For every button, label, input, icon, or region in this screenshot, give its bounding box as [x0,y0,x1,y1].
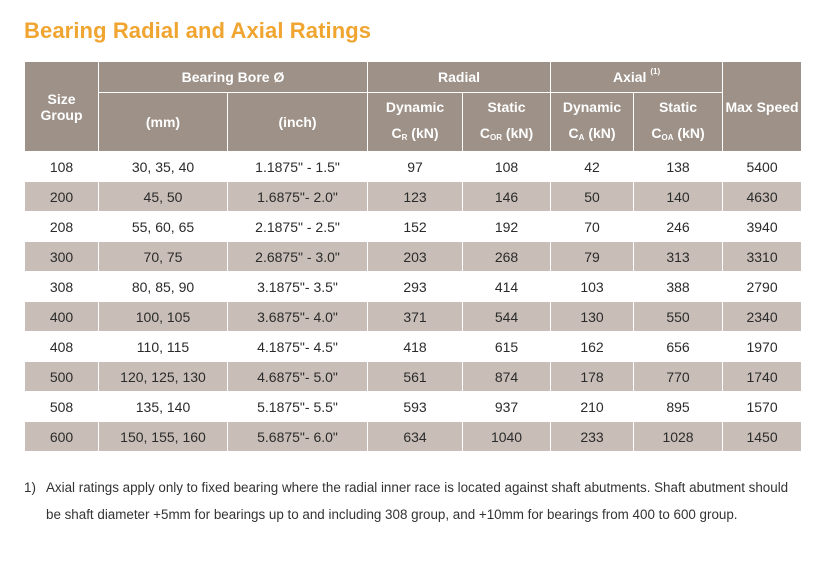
footnote-ref: (1) [650,67,661,76]
header-bearing-bore: Bearing Bore Ø [99,62,368,93]
header-max-speed: Max Speed [723,62,802,152]
cell-axial-static: 656 [634,332,723,362]
cell-bore-inch: 1.1875" - 1.5" [228,152,368,182]
cell-bore-mm: 55, 60, 65 [99,212,228,242]
cell-bore-inch: 2.1875" - 2.5" [228,212,368,242]
cell-radial-static: 615 [463,332,551,362]
cell-radial-dynamic: 203 [368,242,463,272]
cell-axial-dynamic: 50 [551,182,634,212]
cell-radial-dynamic: 371 [368,302,463,332]
table-row [25,182,802,212]
table-row [25,392,802,422]
footnote-text: Axial ratings apply only to fixed bearing where the radial inner race is located against shaft abutments. Shaft abutment should be shaft diameter +5mm for bearings up to and including 308 group, and +10mm for bearings from 400 to 600 group. [46,480,789,522]
table-row [25,272,802,302]
cell-axial-dynamic: 178 [551,362,634,392]
cell-max-speed: 4630 [723,182,802,212]
cell-radial-static: 874 [463,362,551,392]
table-row [25,152,802,182]
cell-axial-static: 1028 [634,422,723,452]
cell-radial-dynamic: 418 [368,332,463,362]
cell-radial-dynamic: 97 [368,152,463,182]
header-axial-dynamic: Dynamic $C_A$ (kN) [551,93,634,152]
cell-axial-dynamic: 130 [551,302,634,332]
cell-bore-mm: 150, 155, 160 [99,422,228,452]
cell-bore-inch: 5.6875"- 6.0" [228,422,368,452]
page-title: Bearing Radial and Axial Ratings [24,18,372,43]
cell-radial-dynamic: 634 [368,422,463,452]
cell-bore-inch: 3.1875"- 3.5" [228,272,368,302]
table-row [25,422,802,452]
cell-size-group: 408 [25,332,99,362]
cell-max-speed: 2790 [723,272,802,302]
cell-size-group: 600 [25,422,99,452]
header-axial: Axial $^{(1)}$ [551,62,723,93]
header-axial-static: Static $C_{OA}$ (kN) [634,93,723,152]
cell-max-speed: 1970 [723,332,802,362]
cell-axial-dynamic: 162 [551,332,634,362]
cell-axial-dynamic: 103 [551,272,634,302]
table-row [25,242,802,272]
cell-axial-dynamic: 233 [551,422,634,452]
header-inch: (inch) [228,93,368,152]
cell-radial-dynamic: 561 [368,362,463,392]
cell-radial-static: 108 [463,152,551,182]
cell-size-group: 108 [25,152,99,182]
cell-bore-inch: 4.1875"- 4.5" [228,332,368,362]
cell-bore-inch: 1.6875"- 2.0" [228,182,368,212]
ratings-table [24,61,802,452]
cell-size-group: 508 [25,392,99,422]
cell-radial-static: 544 [463,302,551,332]
cell-axial-static: 550 [634,302,723,332]
cell-max-speed: 5400 [723,152,802,182]
cell-max-speed: 1450 [723,422,802,452]
cell-bore-inch: 4.6875"- 5.0" [228,362,368,392]
cell-size-group: 500 [25,362,99,392]
header-radial: Radial [368,62,551,93]
header-row-top [25,62,802,93]
cell-axial-static: 246 [634,212,723,242]
cell-bore-mm: 110, 115 [99,332,228,362]
cell-axial-dynamic: 210 [551,392,634,422]
cell-bore-mm: 80, 85, 90 [99,272,228,302]
footnote [24,474,804,528]
cell-radial-static: 937 [463,392,551,422]
cell-max-speed: 3940 [723,212,802,242]
cell-radial-dynamic: 152 [368,212,463,242]
cell-radial-static: 1040 [463,422,551,452]
cell-radial-static: 192 [463,212,551,242]
cell-bore-mm: 100, 105 [99,302,228,332]
cell-max-speed: 2340 [723,302,802,332]
cell-max-speed: 1570 [723,392,802,422]
cell-bore-mm: 30, 35, 40 [99,152,228,182]
cell-axial-static: 895 [634,392,723,422]
table-row [25,212,802,242]
table-row [25,302,802,332]
cell-axial-static: 388 [634,272,723,302]
cell-max-speed: 3310 [723,242,802,272]
cell-axial-static: 138 [634,152,723,182]
cell-bore-mm: 70, 75 [99,242,228,272]
cell-bore-mm: 120, 125, 130 [99,362,228,392]
cell-radial-dynamic: 593 [368,392,463,422]
header-radial-dynamic: Dynamic $C_R$ (kN) [368,93,463,152]
cell-size-group: 308 [25,272,99,302]
cell-bore-inch: 2.6875" - 3.0" [228,242,368,272]
cell-size-group: 200 [25,182,99,212]
cell-radial-static: 268 [463,242,551,272]
cell-axial-dynamic: 70 [551,212,634,242]
header-size-group: Size Group [25,62,99,152]
table-body [25,152,802,452]
cell-bore-inch: 3.6875"- 4.0" [228,302,368,332]
cell-axial-dynamic: 42 [551,152,634,182]
cell-size-group: 400 [25,302,99,332]
cell-radial-dynamic: 123 [368,182,463,212]
footnote-marker: 1) [24,480,36,495]
cell-radial-static: 414 [463,272,551,302]
cell-size-group: 208 [25,212,99,242]
cell-max-speed: 1740 [723,362,802,392]
header-mm: (mm) [99,93,228,152]
cell-bore-mm: 135, 140 [99,392,228,422]
header-row-bottom [25,93,802,152]
cell-axial-dynamic: 79 [551,242,634,272]
cell-radial-dynamic: 293 [368,272,463,302]
cell-axial-static: 770 [634,362,723,392]
cell-bore-inch: 5.1875"- 5.5" [228,392,368,422]
table-row [25,362,802,392]
table-row [25,332,802,362]
cell-axial-static: 313 [634,242,723,272]
cell-radial-static: 146 [463,182,551,212]
cell-size-group: 300 [25,242,99,272]
header-radial-static: Static $C_{OR}$ (kN) [463,93,551,152]
cell-bore-mm: 45, 50 [99,182,228,212]
cell-axial-static: 140 [634,182,723,212]
